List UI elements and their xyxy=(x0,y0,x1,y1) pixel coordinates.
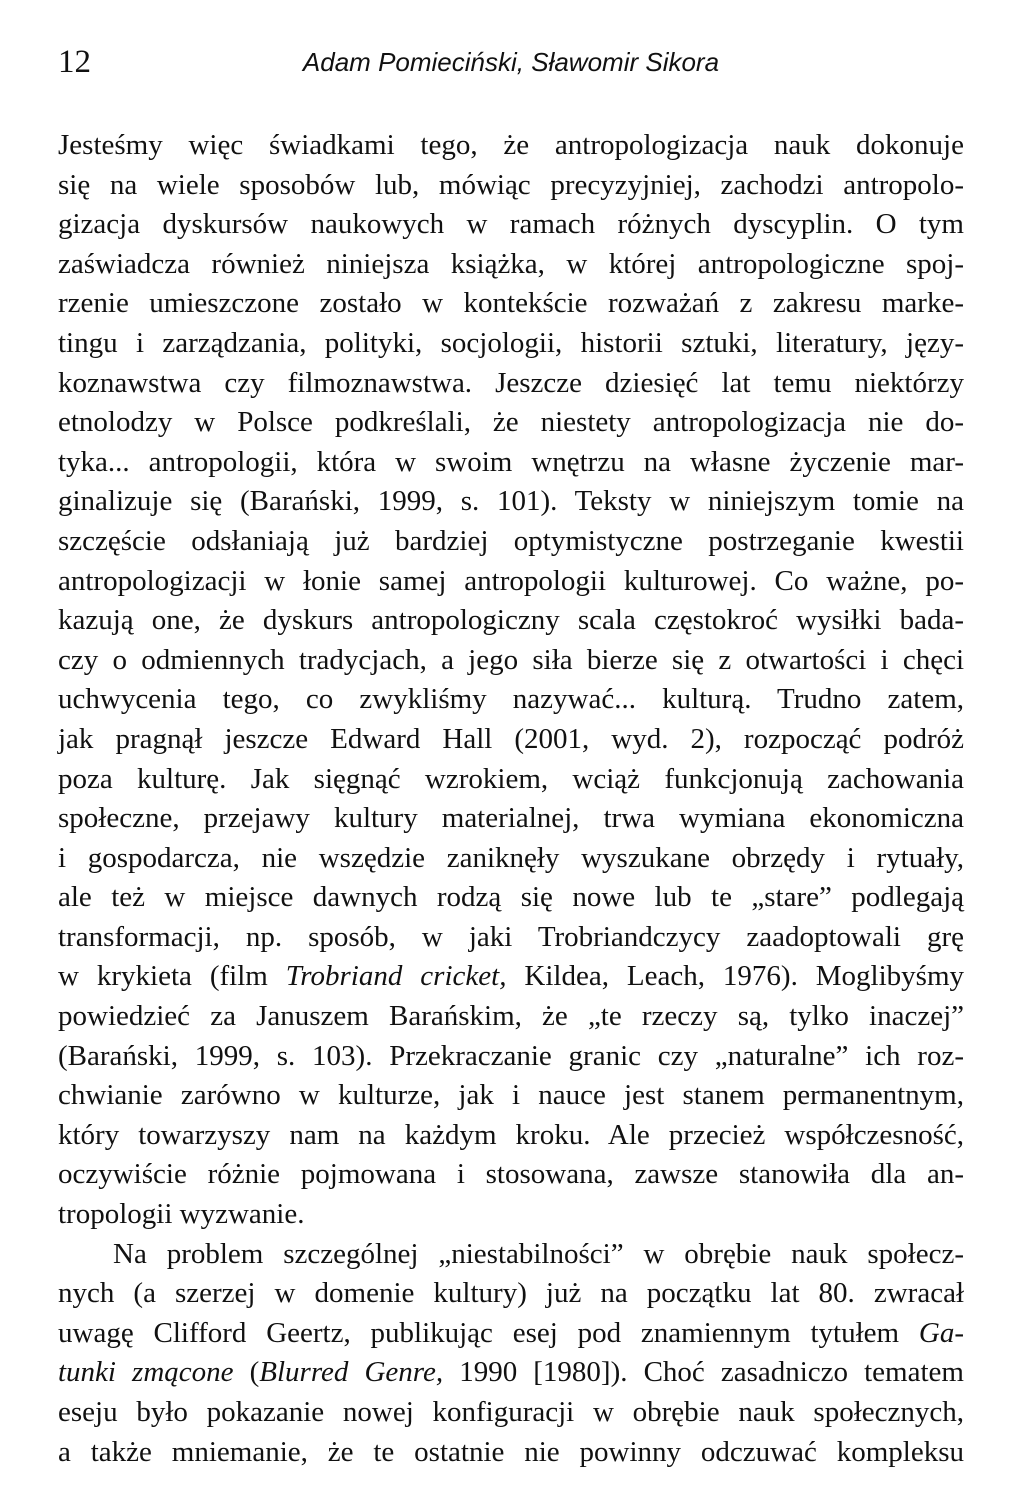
text-line: antropologizacji w łonie samej antropologii kulturowej. Co ważne, po- xyxy=(58,564,964,597)
original-title-italic: Blurred Genre, xyxy=(259,1356,444,1389)
text-line: powiedzieć za Januszem Barańskim, że „te rzeczy są, tylko inaczej” xyxy=(58,1000,964,1033)
text-line: poza kulturę. Jak sięgnąć wzrokiem, wciąż funkcjonują zachowania xyxy=(58,762,964,795)
text-line: ginalizuje się (Barański, 1999, s. 101). Teksty w niniejszym tomie na xyxy=(58,485,964,518)
text-line: który towarzyszy nam na każdym kroku. Ale przecież współczesność, xyxy=(58,1118,964,1151)
text-line-film-citation xyxy=(58,957,964,997)
essay-title-italic: Ga- xyxy=(918,1316,964,1349)
essay-title-italic: tunki zmącone xyxy=(58,1356,234,1389)
text-line: ale też w miejsce dawnych rodzą się nowe lub te „stare” podlegają xyxy=(58,881,964,914)
text-line: szczęście odsłaniają już bardziej optymistyczne postrzeganie kwestii xyxy=(58,524,964,557)
text-line: Jesteśmy więc świadkami tego, że antropologizacja nauk dokonuje xyxy=(58,129,964,161)
text-line: się na wiele sposobów lub, mówiąc precyzyjniej, zachodzi antropolo- xyxy=(58,168,964,201)
text-line: kazują one, że dyskurs antropologiczny scala częstokroć wysiłki bada- xyxy=(58,604,964,637)
text-line: a także mniemanie, że te ostatnie nie powinny odczuwać kompleksu xyxy=(58,1435,964,1468)
page-number: 12 xyxy=(58,44,91,80)
paragraph-1 xyxy=(58,126,964,1235)
text-line: tingu i zarządzania, polityki, socjologii, historii sztuki, literatury, języ- xyxy=(58,326,964,359)
text-line: gizacja dyskursów naukowych w ramach różnych dyscyplin. O tym xyxy=(58,208,964,241)
text-line: koznawstwa czy filmoznawstwa. Jeszcze dziesięć lat temu niektórzy xyxy=(58,366,964,399)
text-line: rzenie umieszczone zostało w kontekście rozważań z zakresu marke- xyxy=(58,287,964,320)
film-title-italic: Trobriand cricket, xyxy=(285,960,507,993)
text-line: etnolodzy w Polsce podkreślali, że niestety antropologizacja nie do- xyxy=(58,406,964,439)
text-line-essay-title-cont xyxy=(58,1353,964,1393)
text-run: 1990 [1980]). Choć zasadniczo tematem xyxy=(443,1356,964,1389)
text-line: eseju było pokazanie nowej konfiguracji w obrębie nauk społecznych, xyxy=(58,1396,964,1428)
paragraph-2 xyxy=(58,1235,964,1473)
text-run: ( xyxy=(233,1356,260,1389)
text-line: zaświadcza również niniejsza książka, w której antropologiczne spoj- xyxy=(58,247,964,280)
text-line: i gospodarcza, nie wszędzie zaniknęły wyszukane obrzędy i rytuały, xyxy=(58,841,964,874)
text-line: jak pragnął jeszcze Edward Hall (2001, wyd. 2), rozpocząć podróż xyxy=(58,722,964,755)
text-line: tropologii wyzwanie. xyxy=(58,1198,305,1231)
text-run: w krykieta (film xyxy=(58,960,286,993)
running-head-authors: Adam Pomieciński, Sławomir Sikora xyxy=(302,47,720,77)
body-text xyxy=(58,126,964,1472)
text-run: uwagę Clifford Geertz, publikując esej pod znamiennym tytułem xyxy=(58,1316,919,1349)
text-line: chwianie zarówno w kulturze, jak i nauce jest stanem permanentnym, xyxy=(58,1079,964,1112)
text-line-essay-title xyxy=(58,1314,964,1354)
text-run: Kildea, Leach, 1976). Moglibyśmy xyxy=(506,960,965,993)
page-header xyxy=(58,40,964,84)
text-line: społeczne, przejawy kultury materialnej, trwa wymiana ekonomiczna xyxy=(58,802,964,835)
text-line: (Barański, 1999, s. 103). Przekraczanie granic czy „naturalne” ich roz- xyxy=(58,1039,964,1072)
text-line: transformacji, np. sposób, w jaki Trobriandczycy zaadoptowali grę xyxy=(58,920,964,953)
text-line: Na problem szczególnej „niestabilności” w obrębie nauk społecz- xyxy=(113,1237,964,1270)
text-line: oczywiście różnie pojmowana i stosowana, zawsze stanowiła dla an- xyxy=(58,1158,964,1191)
text-line: tyka... antropologii, która w swoim wnętrzu na własne życzenie mar- xyxy=(58,445,964,478)
text-line: uchwycenia tego, co zwykliśmy nazywać... kulturą. Trudno zatem, xyxy=(58,683,964,716)
text-line: nych (a szerzej w domenie kultury) już na początku lat 80. zwracał xyxy=(58,1277,964,1310)
text-line: czy o odmiennych tradycjach, a jego siła bierze się z otwartości i chęci xyxy=(58,643,964,676)
